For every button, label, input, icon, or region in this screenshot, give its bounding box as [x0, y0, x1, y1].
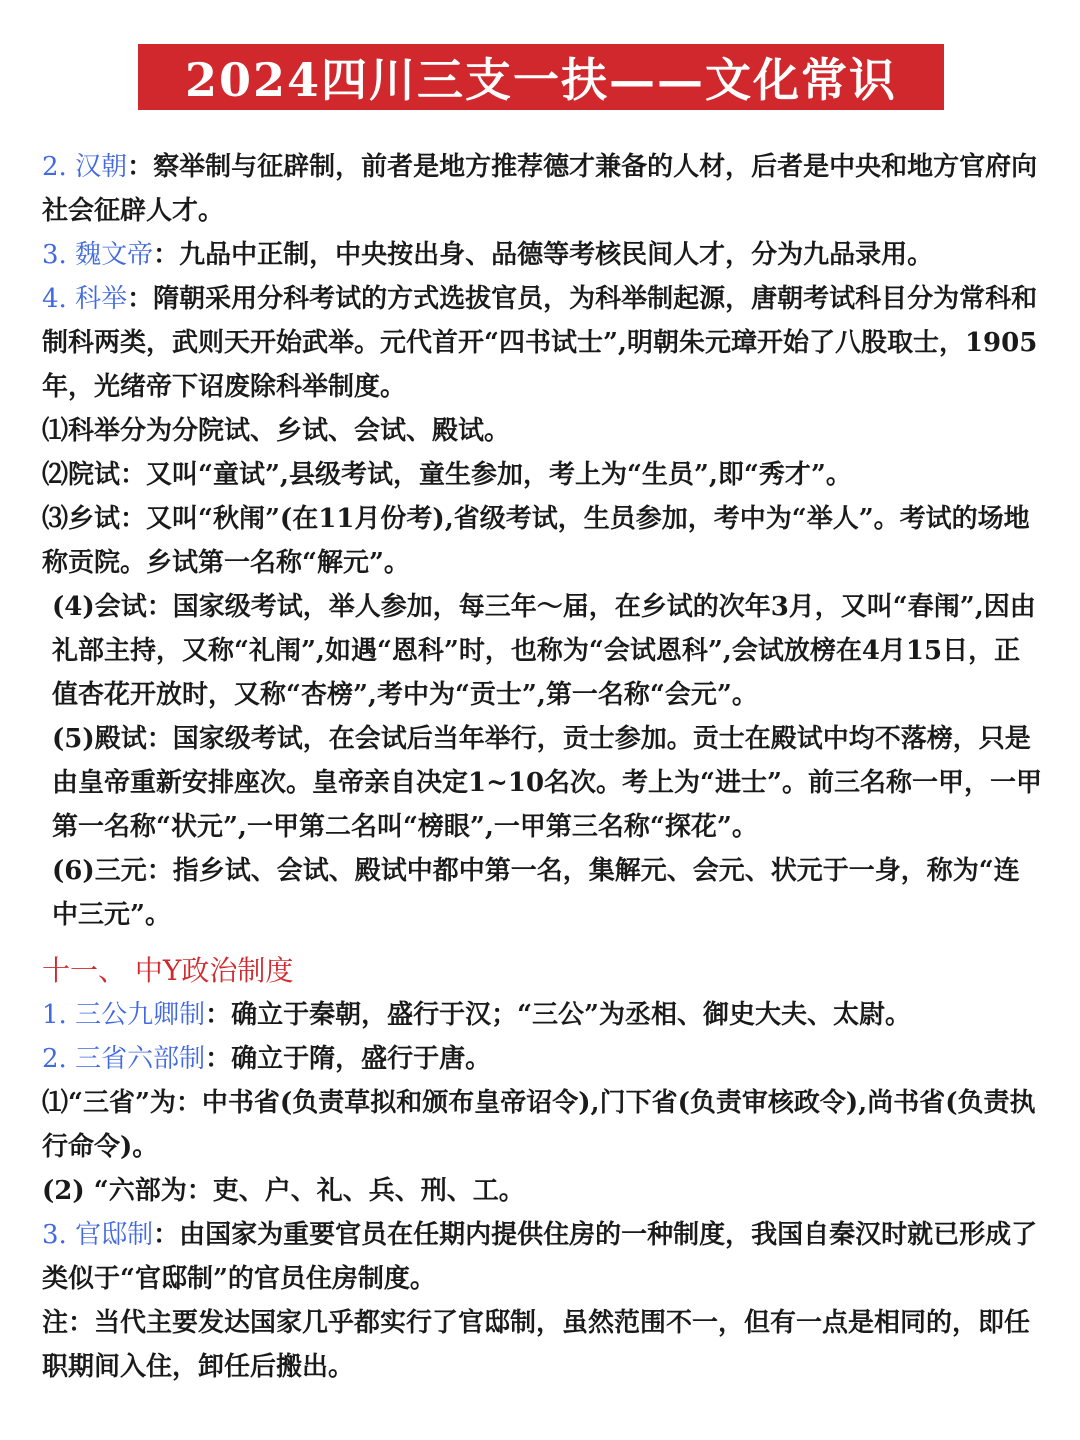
item-text: ：由国家为重要官员在任期内提供住房的一种制度，我国自秦汉时就已形成了类似于“官邸制”的官员住房制度。: [42, 1220, 1038, 1294]
item-label: 2. 汉朝: [42, 152, 128, 182]
paragraph-sub-2: ⑵院试：又叫“童试”,县级考试，童生参加，考上为“生员”,即“秀才”。: [42, 460, 852, 490]
item-text: ：确立于隋，盛行于唐。: [205, 1044, 492, 1074]
item-text: ：九品中正制，中央按出身、品德等考核民间人才，分为九品录用。: [153, 240, 934, 270]
document-body: [42, 145, 1042, 1389]
item-label: 3. 魏文帝: [42, 240, 154, 270]
paragraph-sub-6: (6)三元：指乡试、会试、殿试中都中第一名，集解元、会元、状元于一身，称为“连中三元”。: [52, 856, 1020, 930]
item-label: 1. 三公九卿制: [42, 1000, 206, 1030]
section-heading: 十一、 中Y政治制度: [42, 954, 294, 987]
paragraph-sub-4: (4)会试：国家级考试，举人参加，每三年～届，在乡试的次年3月，又叫“春闱”,因由礼部主持，又称“礼闱”,如遇“恩科”时，也称为“会试恩科”,会试放榜在4月15日，正值杏花开放时，又称“杏榜”,考中为“贡士”,第一名称“会元”。: [52, 592, 1036, 710]
paragraph-sansheng-sub-2: (2) “六部为：吏、户、礼、兵、刑、工。: [42, 1176, 525, 1206]
paragraph-sub-5: (5)殿试：国家级考试，在会试后当年举行，贡士参加。贡士在殿试中均不落榜，只是由皇帝重新安排座次。皇帝亲自决定1~10名次。考上为“进士”。前三名称一甲，一甲第一名称“状元”,一甲第二名叫“榜眼”,一甲第三名称“探花”。: [52, 724, 1042, 842]
paragraph-sub-1: ⑴科举分为分院试、乡试、会试、殿试。: [42, 416, 511, 446]
paragraph-sansheng: [42, 1037, 1042, 1081]
item-label: 2. 三省六部制: [42, 1044, 206, 1074]
item-text: ：察举制与征辟制，前者是地方推荐德才兼备的人材，后者是中央和地方官府向社会征辟人才。: [42, 152, 1038, 226]
title-banner: [138, 44, 944, 110]
paragraph-han: [42, 145, 1042, 233]
item-text: ：隋朝采用分科考试的方式选拔官员，为科举制起源，唐朝考试科目分为常科和制科两类，武则天开始武举。元代首开“四书试士”,明朝朱元璋开始了八股取士，1905年，光绪帝下诏废除科举制度。: [42, 284, 1038, 402]
paragraph-guandi: [42, 1213, 1042, 1301]
paragraph-sub-3: ⑶乡试：又叫“秋闱”(在11月份考),省级考试，生员参加，考中为“举人”。考试的场地称贡院。乡试第一名称“解元”。: [42, 504, 1030, 578]
item-label: 4. 科举: [42, 284, 128, 314]
paragraph-keju: [42, 277, 1042, 409]
item-label: 3. 官邸制: [42, 1220, 154, 1250]
paragraph-sansheng-sub-1: ⑴“三省”为：中书省(负责草拟和颁布皇帝诏令),门下省(负责审核政令),尚书省(负责执行命令)。: [42, 1088, 1036, 1162]
paragraph-sangong: [42, 993, 1042, 1037]
page-title: 2024四川三支一扶——文化常识: [184, 53, 898, 107]
paragraph-wei: [42, 233, 1042, 277]
item-text: ：确立于秦朝，盛行于汉；“三公”为丞相、御史大夫、太尉。: [205, 1000, 911, 1030]
paragraph-note: 注：当代主要发达国家几乎都实行了官邸制，虽然范围不一，但有一点是相同的，即任职期间入住，卸任后搬出。: [42, 1308, 1031, 1382]
